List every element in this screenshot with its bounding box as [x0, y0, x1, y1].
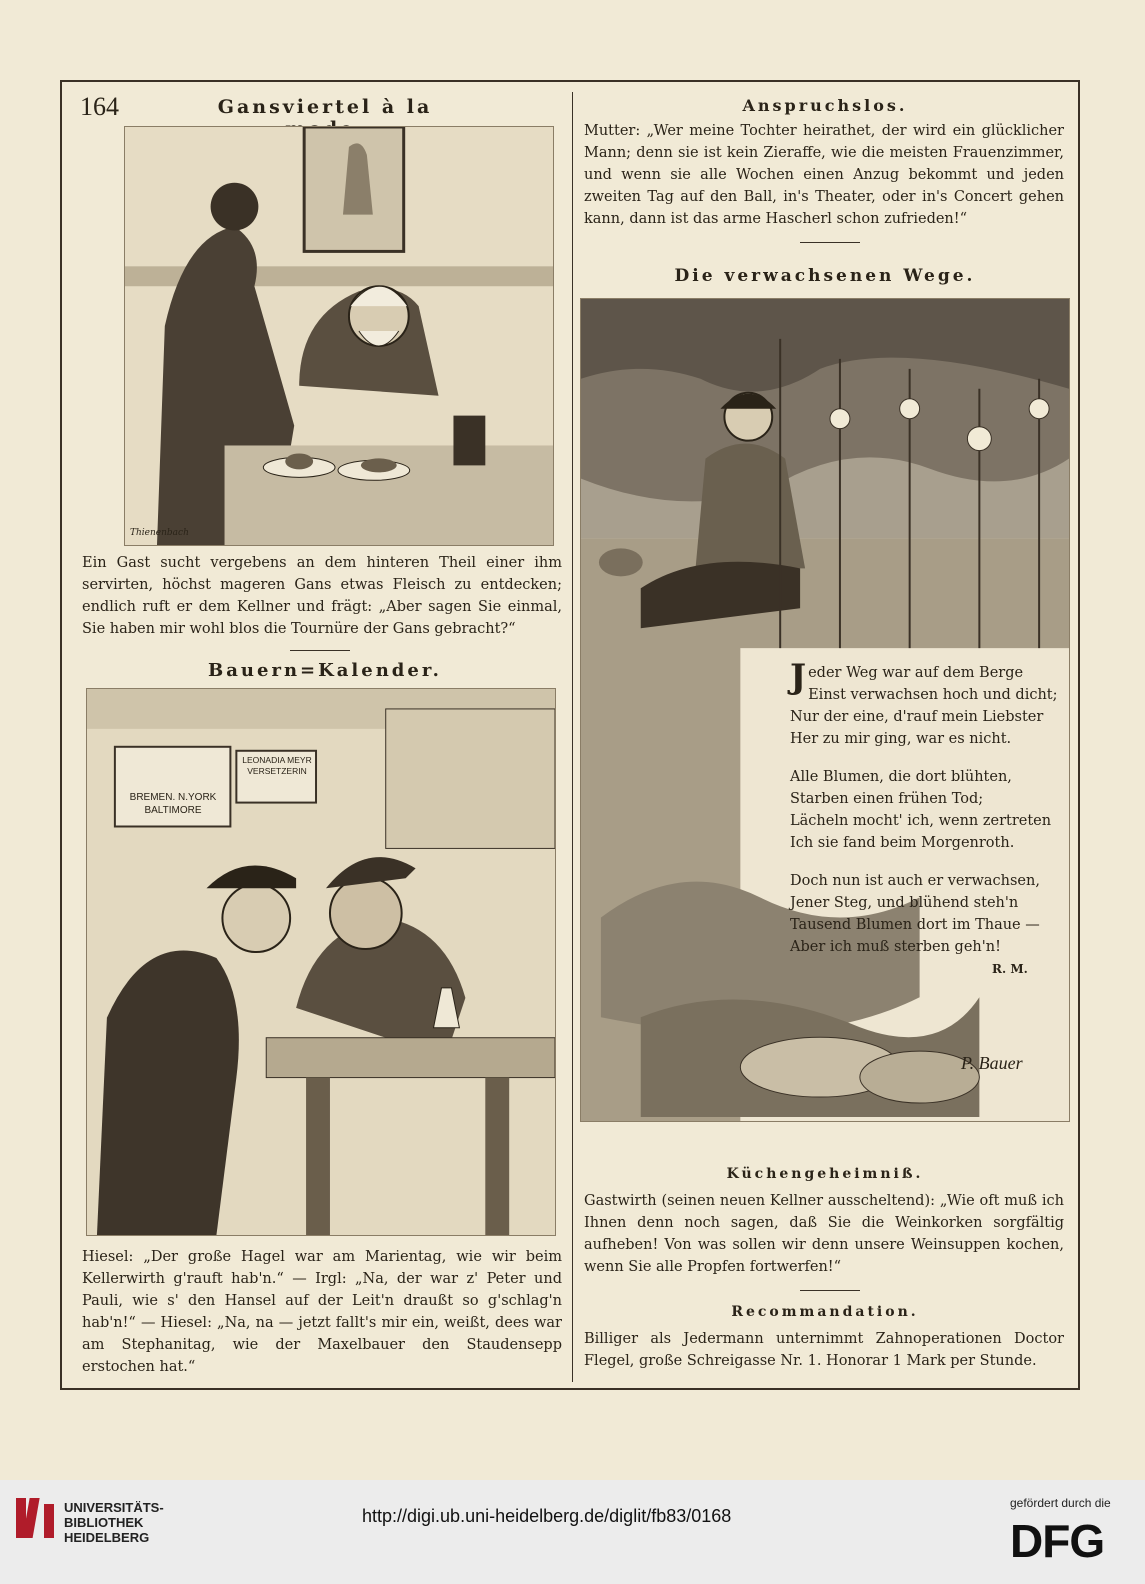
page-number: 164	[80, 92, 119, 121]
poem-line: Jener Steg, und blühend steh'n	[790, 895, 1019, 911]
divider	[800, 242, 860, 243]
divider	[290, 650, 350, 651]
article-title-recommandation: Recommandation.	[731, 1304, 919, 1320]
poem-line: Tausend Blumen dort im Thaue —	[790, 917, 1040, 933]
poem-line: Ich sie fand beim Morgenroth.	[790, 835, 1015, 851]
caption-gansviertel: Ein Gast sucht vergebens an dem hinteren Theil einer ihm servirten, höchst mageren Gans etwas Fleisch zu entdecken; endlich ruft er dem Kellner und frägt: „Aber sagen Sie einmal, Sie haben mir wohl blos die Tournüre der Gans gebracht?“	[82, 555, 562, 637]
poem-line: Alle Blumen, die dort blühten,	[790, 769, 1012, 785]
poem-line: Lächeln mocht' ich, wenn zertreten	[790, 813, 1052, 829]
poem-title: Die verwachsenen Wege.	[674, 266, 976, 286]
university-library-logo	[14, 1496, 58, 1540]
signature-thienenbach: Thienenbach	[130, 528, 189, 538]
tavern-sign-meyr: LEONADIA MEYR VERSETZERIN	[242, 755, 312, 776]
article-title-kuechengeheimniss: Küchengeheimniß.	[726, 1166, 924, 1182]
poem-line: Nur der eine, d'rauf mein Liebster	[790, 709, 1044, 725]
digitization-footer	[0, 1480, 1145, 1584]
column-separator	[572, 92, 573, 1382]
poem-line: Starben einen frühen Tod;	[790, 791, 984, 807]
poem-line: Aber ich muß sterben geh'n!	[790, 939, 1001, 955]
permalink-url[interactable]: http://digi.ub.uni-heidelberg.de/diglit/fb83/0168	[362, 1506, 732, 1526]
poem-stanza	[790, 657, 1060, 750]
article-title-gansviertel: Gansviertel à la	[217, 96, 433, 118]
tavern-sign-bremen: BREMEN. N.YORK BALTIMORE	[129, 792, 217, 816]
poem-dropcap: J	[790, 657, 807, 697]
article-title-bauern-kalender: Bauern=Kalender.	[208, 660, 442, 681]
divider	[800, 1290, 860, 1291]
poem-line: Her zu mir ging, war es nicht.	[790, 731, 1012, 747]
poem-line: Einst verwachsen hoch und dicht;	[808, 687, 1058, 703]
poem-stanza	[790, 870, 1060, 958]
text-kuechengeheimniss: Gastwirth (seinen neuen Kellner ausscheltend): „Wie oft muß ich Ihnen denn noch sagen, daß Sie die Weinkorken sorgfältig aufheben! Von was sollen wir denn unsere Weinsuppen kochen, wenn Sie alle Propfen fortwerfen!“	[584, 1193, 1064, 1275]
illustration-tavern-scene	[86, 688, 556, 1236]
poem-author-initials: R. M.	[992, 962, 1028, 976]
article-title-anspruchslos: Anspruchslos.	[742, 96, 908, 115]
dfg-logo: DFG	[1010, 1515, 1105, 1567]
text-recommandation: Billiger als Jedermann unternimmt Zahnoperationen Doctor Flegel, große Schreigasse Nr. 1. Honorar 1 Mark per Stunde.	[584, 1331, 1064, 1369]
caption-bauern-kalender: Hiesel: „Der große Hagel war am Marientag, wie wir beim Kellerwirth g'rauft hab'n.“ — Irgl: „Na, der war z' Peter und Pauli, wie s' den Hansel auf der Leit'n draußt so g'schlag'n hab'n!“ — Hiesel: „Na, na — jetzt fallt's mir ein, weißt, dees war am Stephanitag, wie der Maxelbauer den Staudensepp erstochen hat.“	[82, 1249, 562, 1375]
funding-note: gefördert durch die	[1010, 1496, 1111, 1510]
library-name: UNIVERSITÄTS- BIBLIOTHEK HEIDELBERG	[64, 1500, 164, 1545]
poem-stanza	[790, 766, 1060, 854]
text-anspruchslos: Mutter: „Wer meine Tochter heirathet, der wird ein glücklicher Mann; denn sie ist kein Zieraffe, wie die meisten Frauenzimmer, und wenn sie alle Wochen einen Anzug bekommt und jeden zweiten Tag auf den Ball, in's Theater, oder in's Concert gehen kann, dann ist das arme Hascherl schon zufrieden!“	[584, 123, 1064, 227]
illustration-goose-diner	[124, 126, 554, 546]
poem-line: eder Weg war auf dem Berge	[808, 665, 1024, 681]
poem-line: Doch nun ist auch er verwachsen,	[790, 873, 1040, 889]
poem-text	[790, 657, 1060, 974]
artist-signature: P. Bauer	[961, 1053, 1023, 1073]
